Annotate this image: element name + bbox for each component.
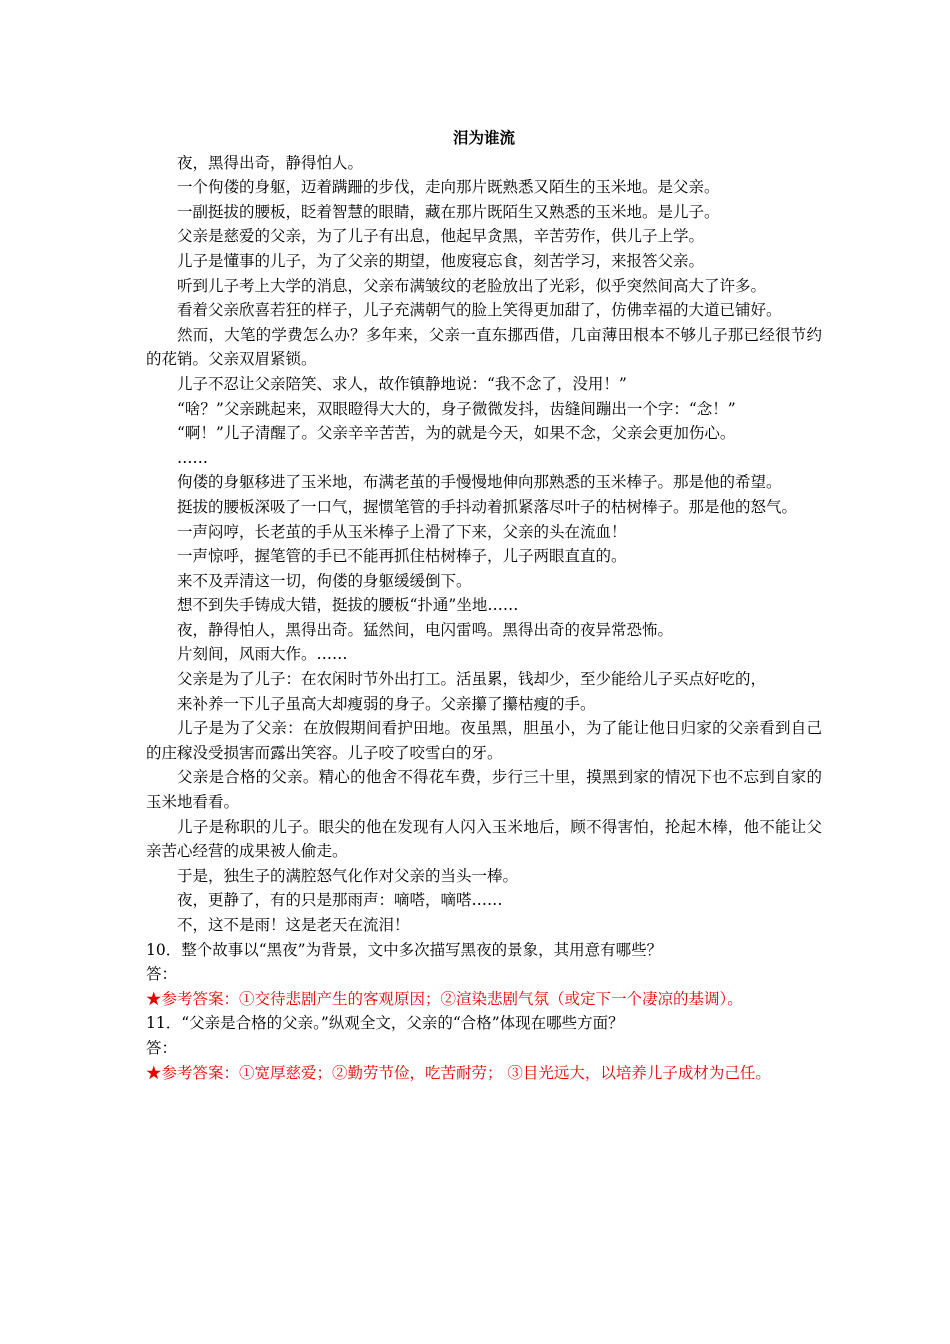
paragraph: 一声惊呼，握笔管的手已不能再抓住枯树棒子，儿子两眼直直的。	[177, 547, 627, 566]
paragraph: “啥？”父亲跳起来，双眼瞪得大大的，身子微微发抖，齿缝间蹦出一个字：“念！”	[177, 399, 736, 418]
paragraph: 来不及弄清这一切，佝偻的身躯缓缓倒下。	[177, 571, 472, 590]
paragraph: 儿子是为了父亲：在放假期间看护田地。夜虽黑，胆虽小，为了能让他日归家的父亲看到自己的庄稼没受损害而露出笑容。儿子咬了咬雪白的牙。	[146, 719, 822, 762]
paragraph: 一个佝偻的身躯，迈着蹒跚的步伐，走向那片既熟悉又陌生的玉米地。是父亲。	[177, 178, 720, 197]
answer-label-10: 答：	[146, 965, 178, 984]
document-page	[146, 126, 822, 1085]
article-title: 泪为谁流	[452, 129, 515, 147]
paragraph: 儿子是称职的儿子。眼尖的他在发现有人闪入玉米地后，顾不得害怕，抡起木棒，他不能让父亲苦心经营的成果被人偷走。	[146, 817, 822, 861]
paragraph: 听到儿子考上大学的消息，父亲布满皱纹的老脸放出了光彩，似乎突然间高大了许多。	[177, 276, 767, 295]
question-10: 10．整个故事以“黑夜”为背景，文中多次描写黑夜的景象，其用意有哪些？	[146, 940, 663, 959]
paragraph: 夜，黑得出奇，静得怕人。	[177, 153, 364, 172]
paragraph: 父亲是合格的父亲。精心的他舍不得花车费，步行三十里，摸黑到家的情况下也不忘到自家的玉米地看看。	[146, 768, 822, 812]
question-11: 11．“父亲是合格的父亲。”纵观全文，父亲的“合格”体现在哪些方面？	[146, 1014, 624, 1033]
paragraph: “啊！”儿子清醒了。父亲辛辛苦苦，为的就是今天，如果不念，父亲会更加伤心。	[177, 424, 736, 443]
paragraph: 一声闷哼，长老茧的手从玉米棒子上滑了下来，父亲的头在流血！	[177, 522, 627, 541]
paragraph: 挺拔的腰板深吸了一口气，握惯笔管的手抖动着抓紧落尽叶子的枯树棒子。那是他的怒气。	[177, 497, 798, 516]
paragraph: 看着父亲欣喜若狂的样子，儿子充满朝气的脸上笑得更加甜了，仿佛幸福的大道已铺好。	[177, 301, 782, 320]
reference-answer-11: ★参考答案：①宽厚慈爱；②勤劳节俭，吃苦耐劳； ③目光远大，以培养儿子成材为己任。	[146, 1063, 771, 1082]
paragraph: 佝偻的身躯移进了玉米地，布满老茧的手慢慢地伸向那熟悉的玉米棒子。那是他的希望。	[177, 473, 782, 492]
paragraph: 夜，更静了，有的只是那雨声：嘀嗒，嘀嗒……	[177, 891, 503, 910]
ellipsis-paragraph: ……	[177, 448, 208, 467]
paragraph: 片刻间，风雨大作。……	[177, 645, 348, 664]
paragraph: 想不到失手铸成大错，挺拔的腰板“扑通”坐地……	[177, 596, 519, 615]
reference-answer-10: ★参考答案：①交待悲剧产生的客观原因；②渲染悲剧气氛（或定下一个凄凉的基调）。	[146, 989, 743, 1008]
paragraph: 父亲是慈爱的父亲，为了儿子有出息，他起早贪黑，辛苦劳作，供儿子上学。	[177, 227, 705, 246]
paragraph: 父亲是为了儿子：在农闲时节外出打工。活虽累，钱却少，至少能给儿子买点好吃的，	[177, 670, 767, 689]
paragraph: 不，这不是雨！这是老天在流泪！	[177, 916, 410, 934]
paragraph: 于是，独生子的满腔怒气化作对父亲的当头一棒。	[177, 866, 519, 885]
paragraph: 夜，静得怕人，黑得出奇。猛然间，电闪雷鸣。黑得出奇的夜异常恐怖。	[177, 620, 674, 639]
paragraph: 儿子是懂事的儿子，为了父亲的期望，他废寝忘食，刻苦学习，来报答父亲。	[177, 251, 705, 270]
paragraph: 儿子不忍让父亲陪笑、求人，故作镇静地说：“我不念了，没用！”	[177, 374, 627, 393]
paragraph: 然而，大笔的学费怎么办？多年来，父亲一直东挪西借，几亩薄田根本不够儿子那已经很节约的花销。父亲双眉紧锁。	[146, 325, 822, 369]
paragraph: 一副挺拔的腰板，眨着智慧的眼睛，藏在那片既陌生又熟悉的玉米地。是儿子。	[177, 202, 720, 221]
paragraph-continuation: 来补养一下儿子虽高大却瘦弱的身子。父亲攥了攥枯瘦的手。	[177, 694, 596, 713]
answer-label-11: 答：	[146, 1038, 178, 1057]
